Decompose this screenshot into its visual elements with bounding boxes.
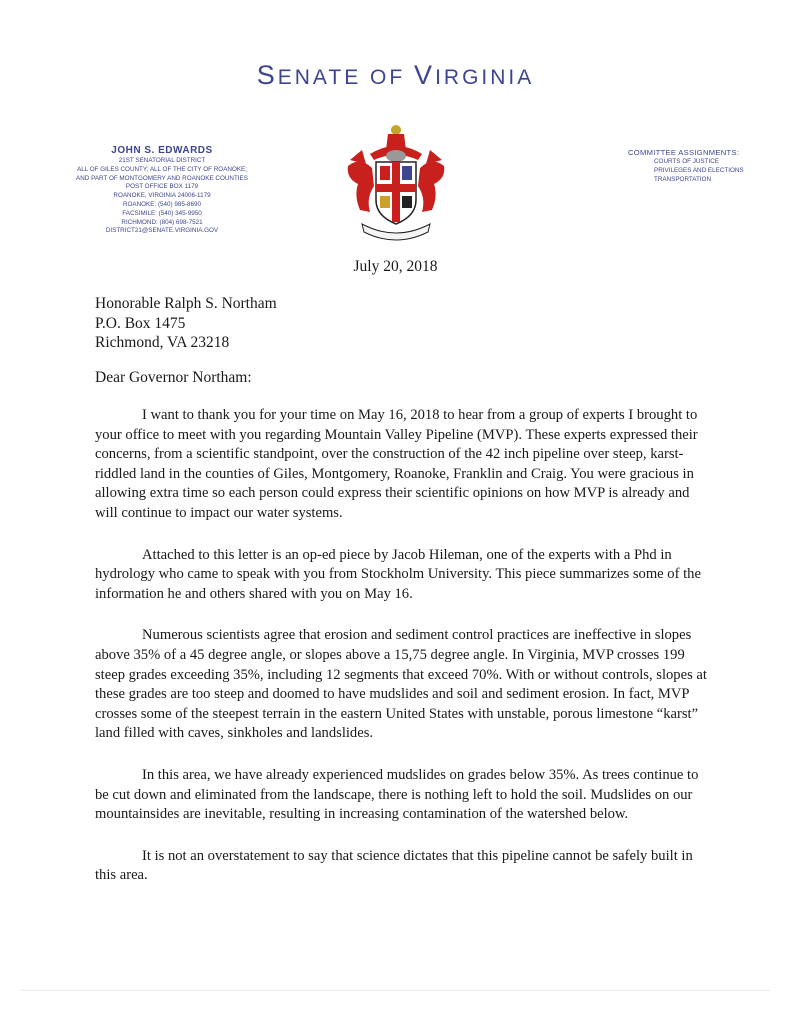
senator-po-box: POST OFFICE BOX 1179 (125, 183, 199, 191)
senator-email: DISTRICT21@SENATE.VIRGINIA.GOV (105, 227, 219, 235)
committee-heading: COMMITTEE ASSIGNMENTS: (628, 148, 740, 157)
quarter-2 (402, 166, 412, 180)
dragon-left (348, 161, 374, 212)
senator-name: JOHN S. EDWARDS (111, 145, 213, 156)
body-paragraph: I want to thank you for your time on May 16, 2018 to hear from a group of experts I brought to your office to meet with you regarding Mountain Valley Pipeline (MVP). These experts expressed their concerns, from a scientific standpoint, over the construction of the 42 inch pipeline over steep, karst-riddled land in the counties of Giles, Montgomery, Roanoke, Franklin and Craig. You were gracious in allowing extra time so each person could express their scientific opinions on how MVP is already and will continue to impact our water systems. (95, 407, 698, 521)
letter-date: July 20, 2018 (353, 258, 438, 275)
body-paragraph: In this area, we have already experienced mudslides on grades below 35%. As trees continue to be cut down and eliminated from the landscape, there is nothing left to hold the soil. Mudslides on our mountainsides are inevitable, resulting in increasing contamination of the watershed below. (95, 766, 699, 823)
title-part-enate-of: ENATE OF (277, 66, 415, 89)
quarter-3 (380, 196, 390, 208)
recipient-city: Richmond, VA 23218 (95, 334, 230, 351)
recipient-po-box: P.O. Box 1475 (95, 314, 186, 332)
senator-phone-richmond: RICHMOND: (804) 698-7521 (121, 218, 203, 226)
committee-item: TRANSPORTATION (654, 175, 712, 183)
senator-fax: FACSIMILE: (540) 345-9950 (122, 209, 202, 217)
senator-city-zip: ROANOKE, VIRGINIA 24006-1179 (113, 192, 211, 200)
body-paragraph: Attached to this letter is an op-ed piece by Jacob Hileman, one of the experts with a Phd in hydrology who came to speak with you from Stockholm University. This piece summarizes some of the information he and others shared with you on May 16. (95, 546, 701, 602)
title-part-irginia: IRGINIA (435, 66, 535, 89)
letter-body (95, 406, 715, 908)
committee-assignments-block (628, 147, 788, 184)
quarter-1 (380, 166, 390, 180)
salutation: Dear Governor Northam: (95, 369, 252, 386)
motto-ribbon (362, 224, 430, 240)
title-initial-s: S (256, 60, 278, 90)
senator-jurisdiction-line-2: AND PART OF MONTGOMERY AND ROANOKE COUNTIES (76, 174, 248, 182)
committee-item: COURTS OF JUSTICE (654, 158, 719, 165)
recipient-name: Honorable Ralph S. Northam (95, 295, 277, 312)
crest-head (391, 125, 401, 135)
recipient-address (95, 294, 277, 353)
shield-cross-horizontal (376, 184, 416, 192)
body-paragraph: Numerous scientists agree that erosion and sediment control practices are ineffective in slopes above 35% of a 45 degree angle, or slopes above a 15,75 degree angle. In Virginia, MVP crosses 199 steep grades exceeding 35%, including 12 segments that exceed 70%. With or without controls, slopes at these grades are too steep and doomed to have mudslides and soil and sediment erosion. In fact, MVP crosses some of the steepest terrain in the eastern United States with unstable, porous limestone “karst” land filled with caves, sinkholes and landslides. (95, 627, 707, 742)
page-bottom-divider (20, 990, 770, 991)
dragon-right (418, 161, 444, 212)
senator-info-block (42, 144, 282, 236)
committee-item: PRIVILEGES AND ELECTIONS (654, 166, 744, 174)
helmet (386, 150, 406, 162)
senator-phone-roanoke: ROANOKE: (540) 985-8690 (122, 200, 202, 208)
letterhead-title (0, 60, 791, 91)
senator-district: 21ST SENATORIAL DISTRICT (118, 157, 206, 164)
senator-jurisdiction-line-1: ALL OF GILES COUNTY; ALL OF THE CITY OF ROANOKE; (77, 165, 247, 173)
quarter-4 (402, 196, 412, 208)
coat-of-arms-icon (340, 120, 452, 242)
title-initial-v: V (414, 60, 436, 90)
body-paragraph: It is not an overstatement to say that science dictates that this pipeline cannot be safely built in this area. (95, 847, 693, 884)
dragon-left-wing (350, 150, 366, 164)
dragon-right-wing (426, 150, 442, 164)
